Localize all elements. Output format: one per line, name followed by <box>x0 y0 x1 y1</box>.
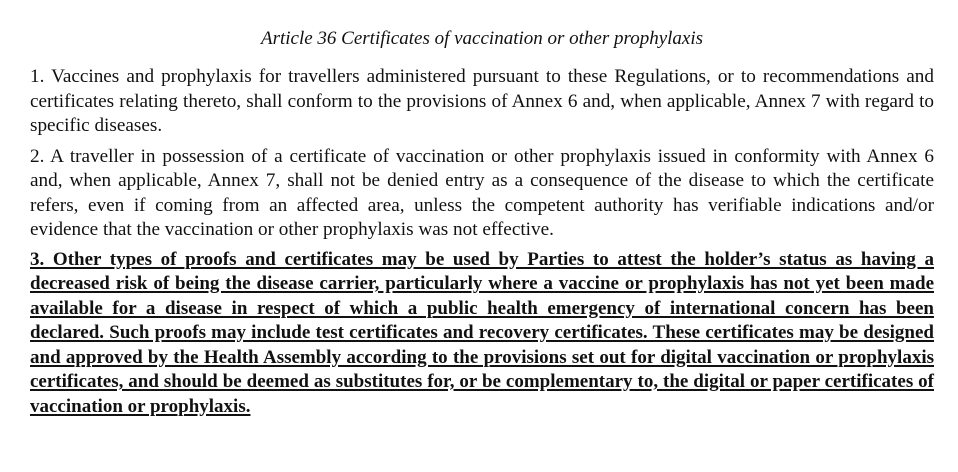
paragraph-2: 2. A traveller in possession of a certificate of vaccination or other prophylaxis issued in conformity with Annex 6 and, when applicable, Annex 7, shall not be denied entry as a consequence of the disease to which the certificate refers, even if coming from an affected area, unless the competent authority has verifiable indications and/or evidence that the vaccination or other prophylaxis was not effective. <box>30 145 934 240</box>
article-title: Article 36 Certificates of vaccination or other prophylaxis <box>260 28 704 49</box>
paragraph-1: 1. Vaccines and prophylaxis for travellers administered pursuant to these Regulations, or to recommendations and certificates relating thereto, shall conform to the provisions of Annex 6 and, when applicable, Annex 7 with regard to specific diseases. <box>30 66 934 136</box>
document-page <box>30 0 934 419</box>
paragraph-3-amendment: 3. Other types of proofs and certificates may be used by Parties to attest the holder’s status as having a decreased risk of being the disease carrier, particularly where a vaccine or prophylaxis has not yet been made available for a disease in respect of which a public health emergency of international concern has been declared. Such proofs may include test certificates and recovery certificates. These certificates may be designed and approved by the Health Assembly according to the provisions set out for digital vaccination or prophylaxis certificates, and should be deemed as substitutes for, or be complementary to, the digital or paper certificates of vaccination or prophylaxis. <box>30 248 934 417</box>
